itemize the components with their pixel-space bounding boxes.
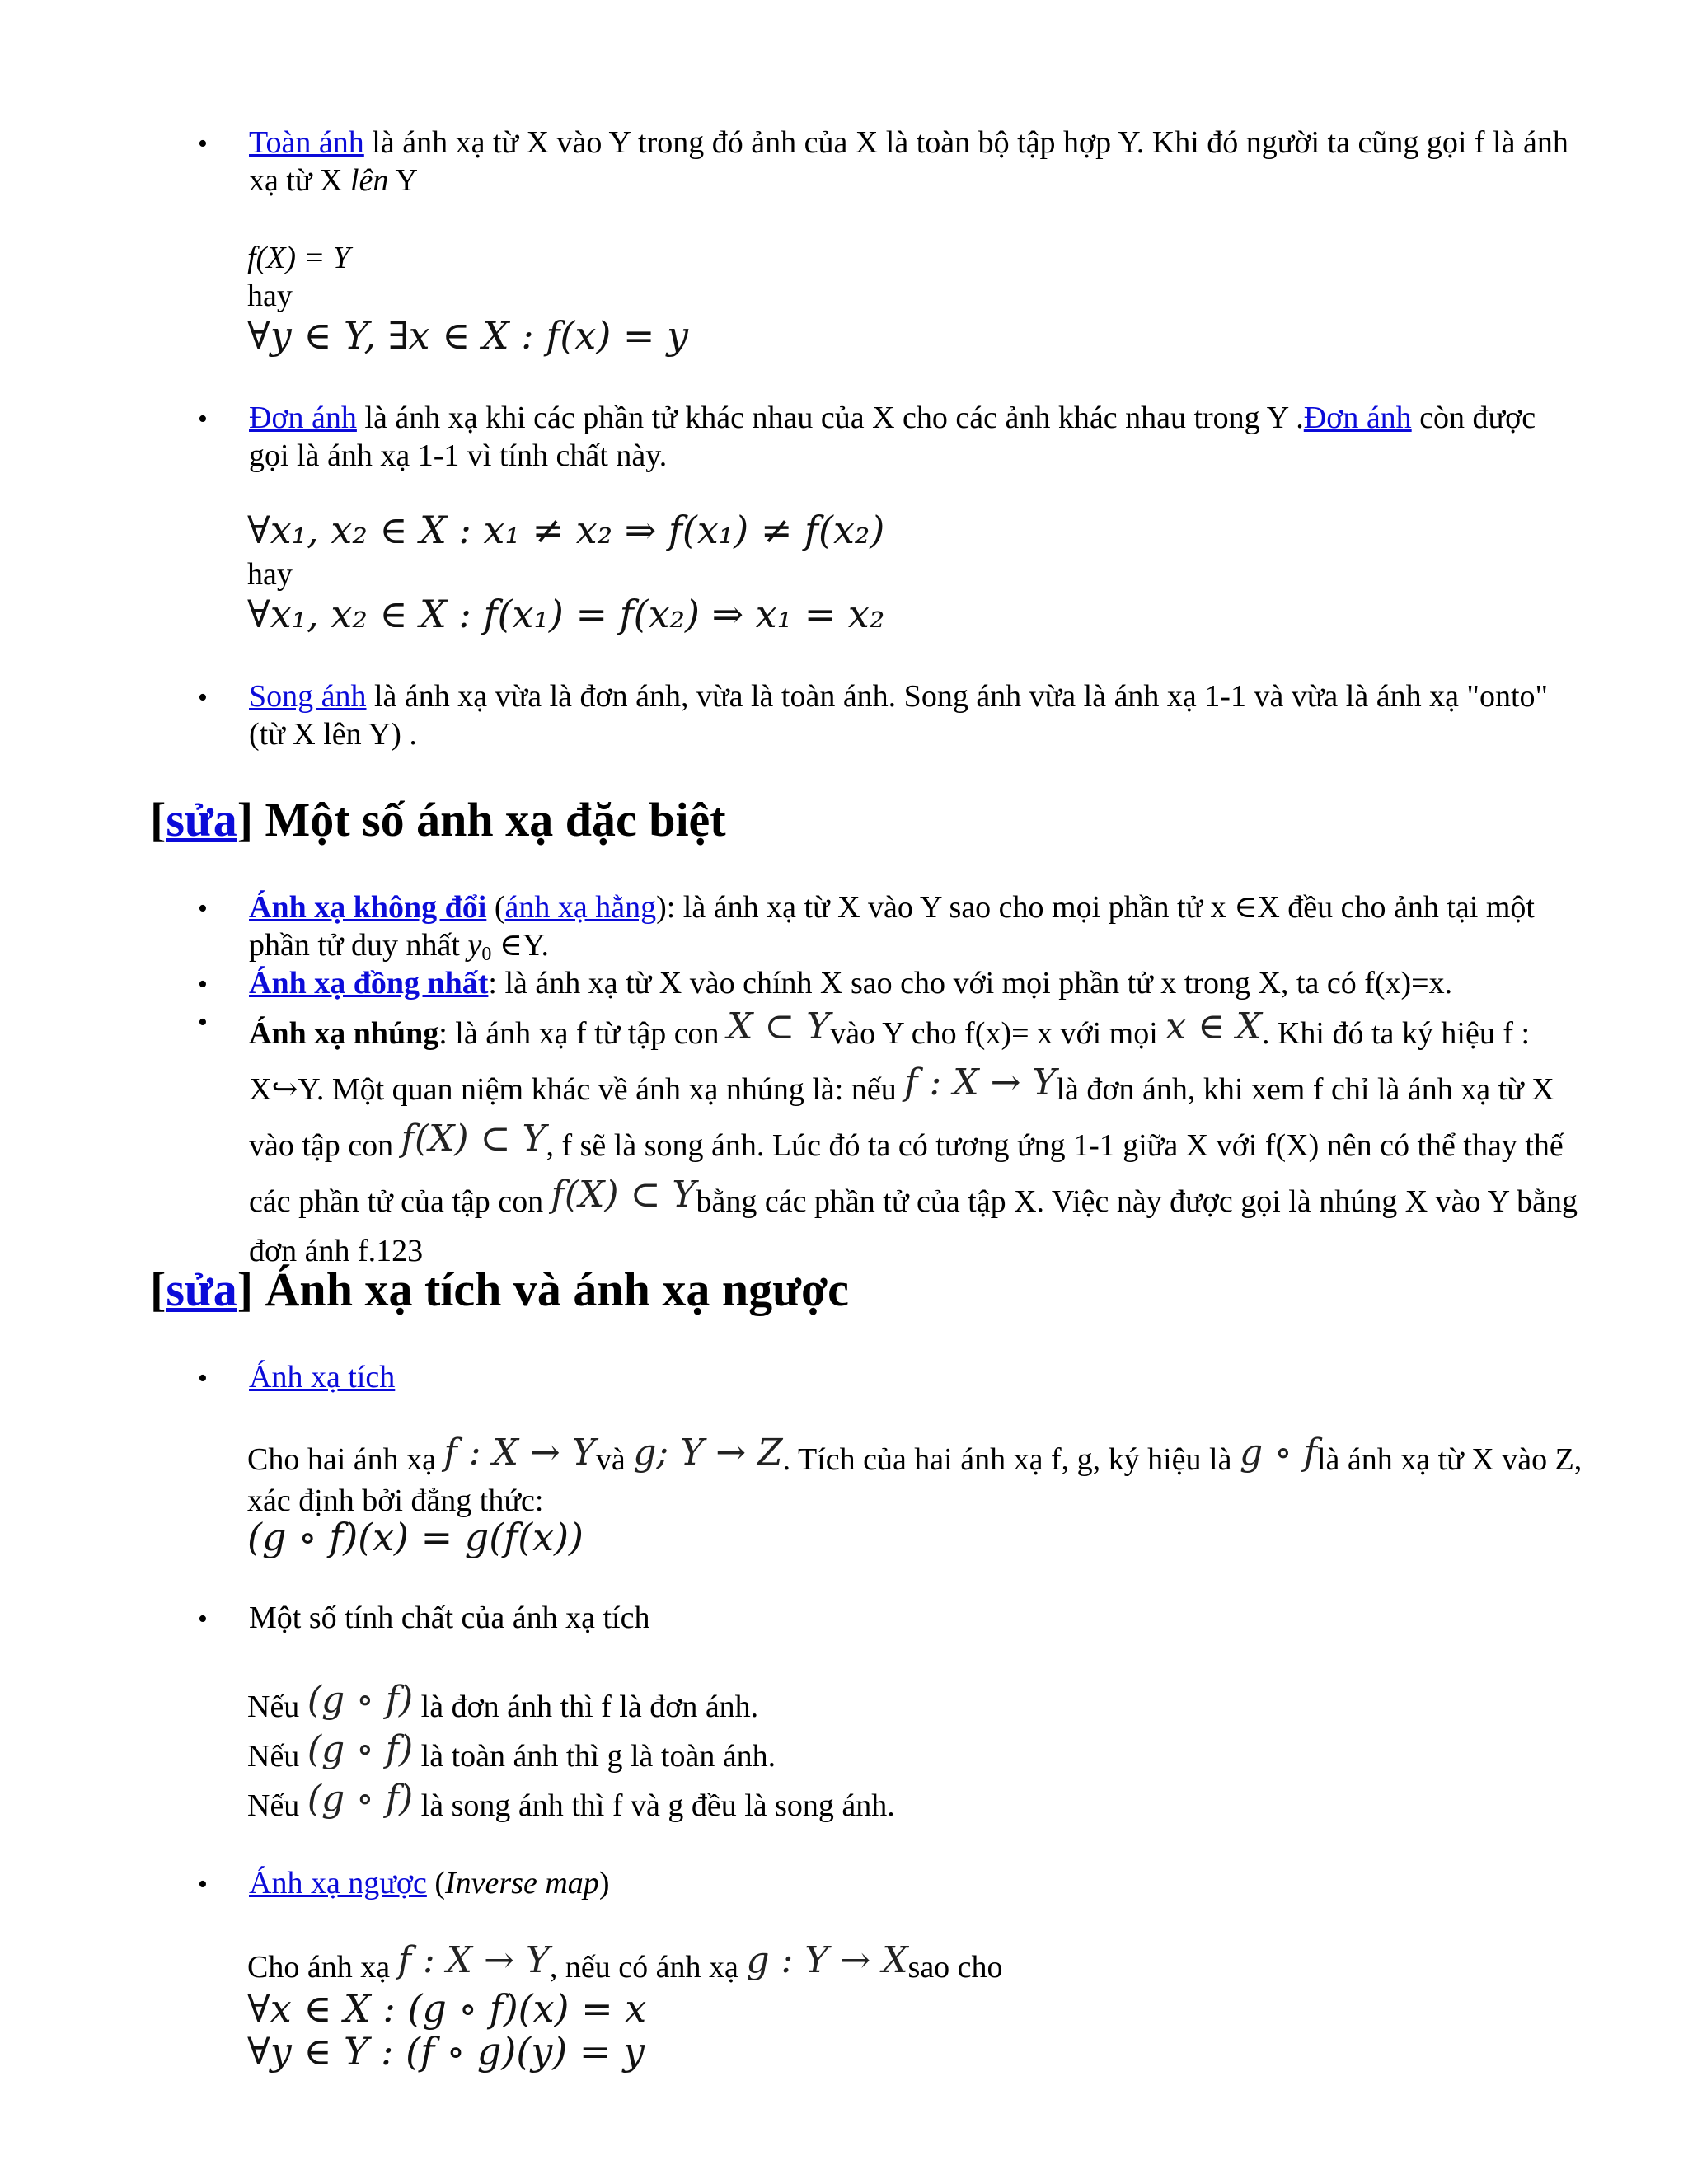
inverse-formula-1: ∀x ∈ X : (g ∘ f)(x) = x — [247, 1986, 647, 2031]
hay-label: hay — [247, 557, 293, 592]
embedding-title: Ánh xạ nhúng — [249, 1016, 439, 1051]
embedding-text: là đơn ánh, khi xem f chỉ là ánh xạ từ X vào tập con — [249, 1072, 1554, 1163]
property-text: là toàn ánh thì g là toàn ánh. — [413, 1739, 776, 1774]
surjection-formula-2: ∀y ∈ Y, ∃x ∈ X : f(x) = y — [247, 313, 689, 358]
paren: ) — [598, 1866, 610, 1900]
constant-map-end: ∈Y. — [491, 928, 550, 963]
paren: ( — [486, 890, 505, 925]
embedding-math: X ⊂ Y — [727, 1005, 831, 1047]
inverse-map-heading — [249, 1864, 609, 1902]
property-line-3 — [247, 1780, 895, 1825]
constant-map-text: ): là ánh xạ từ X vào Y sao cho mọi phần tử x ∈X đều cho ảnh tại một phần tử duy nhất — [249, 890, 1535, 963]
inverse-text: , nếu có ánh xạ — [549, 1950, 747, 1985]
constant-map-alt-link[interactable]: ánh xạ hằng — [504, 890, 657, 925]
embedding-math: x ∈ X — [1165, 1005, 1262, 1047]
section-heading-special — [150, 793, 726, 847]
inverse-map-english: Inverse map — [445, 1866, 599, 1900]
embedding-math: f(X) ⊂ Y — [401, 1118, 546, 1160]
property-text: là song ánh thì f và g đều là song ánh. — [413, 1788, 895, 1823]
embedding-text: bằng các phần tử của tập X. Việc này được gọi là nhúng X vào Y bằng đơn ánh f.123 — [249, 1184, 1578, 1268]
surjection-em: lên — [349, 163, 389, 198]
bracket: [ — [150, 793, 166, 846]
y-var: y — [467, 928, 482, 963]
inverse-formula-2: ∀y ∈ Y : (f ∘ g)(y) = y — [247, 2029, 645, 2074]
surjection-text-end: Y — [388, 163, 418, 198]
bullet-dot: • — [198, 893, 208, 924]
section-heading-product — [150, 1263, 849, 1317]
properties-title: Một số tính chất của ánh xạ tích — [249, 1601, 650, 1635]
inverse-map-definition — [247, 1940, 1003, 1988]
embedding-text: , f sẽ là song ánh. Lúc đó ta có tương ứng 1-1 giữa X với f(X) nên có thể thay thế các phần tử của tập con — [249, 1128, 1564, 1219]
neu-label: Nếu — [247, 1788, 300, 1823]
product-math: g ∘ f — [1239, 1432, 1317, 1474]
injection-paragraph — [249, 399, 1568, 475]
identity-map-text: : là ánh xạ từ X vào chính X sao cho với mọi phần tử x trong X, ta có f(x)=x. — [488, 966, 1453, 1001]
neu-label: Nếu — [247, 1739, 300, 1774]
product-formula: (g ∘ f)(x) = g(f(x)) — [247, 1515, 584, 1559]
identity-map-link[interactable]: Ánh xạ đồng nhất — [249, 966, 489, 1001]
heading-title: Ánh xạ tích và ánh xạ ngược — [253, 1263, 849, 1316]
bullet-dot: • — [198, 1363, 208, 1394]
property-line-2 — [247, 1728, 776, 1775]
inverse-map-link[interactable]: Ánh xạ ngược — [249, 1866, 427, 1900]
bullet-dot: • — [198, 1604, 208, 1634]
embedding-text: vào Y cho f(x)= x với mọi — [830, 1016, 1166, 1051]
bracket: [ — [150, 1263, 166, 1316]
property-line-1 — [247, 1681, 758, 1726]
injection-formula-2: ∀x₁, x₂ ∈ X : f(x₁) = f(x₂) ⇒ x₁ = x₂ — [247, 592, 885, 636]
bracket: ] — [237, 793, 254, 846]
inverse-math: f : X → Y — [397, 1939, 550, 1981]
product-text: Cho hai ánh xạ — [247, 1442, 444, 1477]
bijection-paragraph — [249, 677, 1568, 753]
product-text: . Tích của hai ánh xạ f, g, ký hiệu là — [782, 1442, 1240, 1477]
injection-formula-1: ∀x₁, x₂ ∈ X : x₁ ≠ x₂ ⇒ f(x₁) ≠ f(x₂) — [247, 508, 885, 552]
injection-link-2[interactable]: Đơn ánh — [1303, 401, 1412, 435]
inverse-text: sao cho — [907, 1950, 1003, 1985]
bullet-dot: • — [198, 969, 208, 1000]
composition-math: (g ∘ f) — [307, 1778, 414, 1820]
product-text: là ánh xạ từ X vào Z, xác định bởi đẳng thức: — [247, 1442, 1582, 1518]
embedding-text: : là ánh xạ f từ tập con — [438, 1016, 728, 1051]
subscript: 0 — [481, 944, 492, 965]
composition-math: (g ∘ f) — [307, 1679, 414, 1721]
product-math: f : X → Y — [443, 1432, 596, 1474]
injection-text: là ánh xạ khi các phần tử khác nhau của X cho các ảnh khác nhau trong Y . — [356, 401, 1304, 435]
bullet-dot: • — [198, 1007, 208, 1038]
inverse-text: Cho ánh xạ — [247, 1950, 398, 1985]
bullet-dot: • — [198, 1869, 208, 1900]
bullet-dot: • — [198, 404, 208, 434]
embedding-math: f(X) ⊂ Y — [551, 1174, 696, 1216]
embedding-map-item — [249, 1002, 1601, 1276]
product-text: và — [595, 1442, 634, 1477]
composition-math: (g ∘ f) — [307, 1728, 414, 1770]
product-math: g; Y → Z — [633, 1432, 783, 1474]
bijection-link[interactable]: Song ánh — [249, 679, 367, 714]
constant-map-item — [249, 888, 1584, 973]
hay-label: hay — [247, 279, 293, 313]
paren: ( — [426, 1866, 446, 1900]
embedding-math: f : X → Y — [904, 1062, 1057, 1104]
embedding-text: . Khi đó ta ký hiệu f : X↪Y. Một quan niệm khác về ánh xạ nhúng là: nếu — [249, 1016, 1531, 1107]
injection-text-end: còn được gọi là ánh xạ 1-1 vì tính chất này. — [249, 401, 1536, 473]
constant-map-link[interactable]: Ánh xạ không đổi — [249, 890, 487, 925]
property-text: là đơn ánh thì f là đơn ánh. — [413, 1690, 759, 1724]
injection-link[interactable]: Đơn ánh — [249, 401, 357, 435]
product-map-link[interactable]: Ánh xạ tích — [249, 1360, 396, 1394]
bullet-dot: • — [198, 129, 208, 159]
identity-map-item — [249, 964, 1584, 1002]
neu-label: Nếu — [247, 1690, 300, 1724]
product-map-heading — [249, 1358, 395, 1396]
edit-link[interactable]: sửa — [166, 793, 237, 846]
heading-title: Một số ánh xạ đặc biệt — [253, 793, 726, 846]
edit-link[interactable]: sửa — [166, 1263, 237, 1316]
product-map-definition — [247, 1432, 1599, 1521]
surjection-formula-1: f(X) = Y — [247, 241, 350, 275]
surjection-text: là ánh xạ từ X vào Y trong đó ảnh của X là toàn bộ tập hợp Y. Khi đó người ta cũng gọi f là ánh xạ từ X — [249, 125, 1568, 198]
surjection-paragraph — [249, 124, 1584, 199]
surjection-link[interactable]: Toàn ánh — [249, 125, 364, 160]
bijection-text: là ánh xạ vừa là đơn ánh, vừa là toàn ánh. Song ánh vừa là ánh xạ 1-1 và vừa là ánh xạ "onto" (từ X lên Y) . — [249, 679, 1549, 752]
bullet-dot: • — [198, 682, 208, 713]
inverse-math: g : Y → X — [746, 1939, 908, 1981]
bracket: ] — [237, 1263, 254, 1316]
